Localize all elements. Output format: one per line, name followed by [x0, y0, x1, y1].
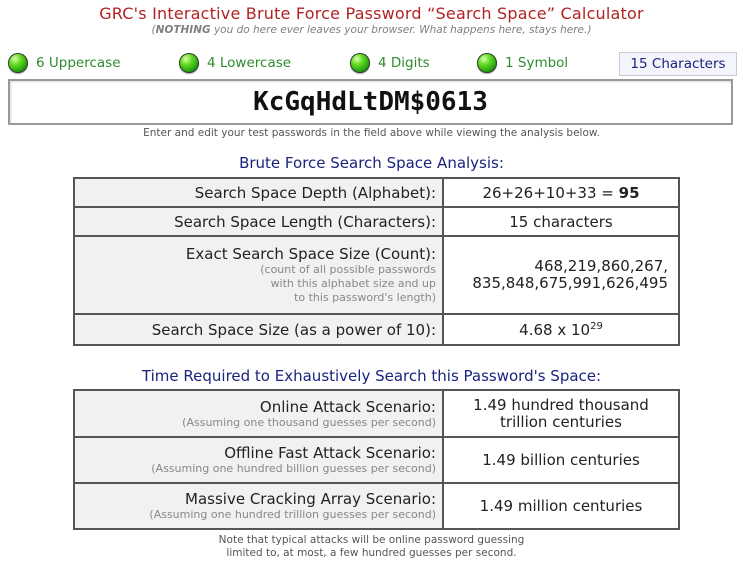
- time-table: [73, 389, 680, 530]
- subtitle-close: ): [587, 24, 592, 36]
- power-exponent: 29: [590, 320, 603, 332]
- footnote-line-2: limited to, at most, a few hundred guesses per second.: [226, 547, 517, 559]
- indicator-label: 6 Uppercase: [36, 55, 121, 71]
- footnote-line-1: Note that typical attacks will be online password guessing: [218, 534, 525, 546]
- row-exact-count: [74, 236, 679, 314]
- online-value-line-2: trillion centuries: [500, 412, 622, 431]
- massive-label: Massive Cracking Array Scenario:: [185, 490, 436, 508]
- character-count: 15 Characters: [619, 52, 737, 76]
- offline-value: 1.49 billion centuries: [443, 437, 679, 483]
- indicator-symbols: [477, 51, 568, 75]
- analysis-heading: Brute Force Search Space Analysis:: [239, 154, 504, 172]
- password-hint: Enter and edit your test passwords in the field above while viewing the analysis below.: [143, 127, 600, 139]
- offline-cell: [74, 437, 443, 483]
- exact-value: [443, 236, 679, 314]
- massive-note: (Assuming one hundred trillion guesses per second): [149, 508, 436, 521]
- power-value: [443, 314, 679, 345]
- exact-note-1: (count of all possible passwords: [260, 263, 436, 276]
- green-status-light-icon: [477, 53, 497, 73]
- massive-cell: [74, 483, 443, 529]
- length-label: Search Space Length (Characters):: [74, 207, 443, 236]
- row-depth: [74, 178, 679, 207]
- power-label: Search Space Size (as a power of 10):: [74, 314, 443, 345]
- online-label: Online Attack Scenario:: [259, 397, 436, 416]
- privacy-notice: [0, 24, 743, 36]
- subtitle-text: you do here ever leaves your browser. What happens here, stays here.: [210, 24, 588, 36]
- password-field-frame: [8, 79, 733, 125]
- exact-cell: [74, 236, 443, 314]
- indicator-lowercase: [179, 51, 291, 75]
- online-value: [443, 390, 679, 437]
- indicator-label: 1 Symbol: [505, 55, 569, 71]
- indicator-label: 4 Lowercase: [207, 55, 292, 71]
- subtitle-open: (: [151, 24, 156, 36]
- exact-value-line-2: 835,848,675,991,626,495: [472, 274, 668, 292]
- password-input[interactable]: [10, 86, 731, 118]
- power-mantissa: 4.68 x 10: [519, 320, 591, 339]
- online-note: (Assuming one thousand guesses per second): [182, 415, 436, 429]
- analysis-table: [73, 177, 680, 346]
- indicator-label: 4 Digits: [378, 55, 430, 71]
- online-cell: [74, 390, 443, 437]
- depth-formula: 26+26+10+33 =: [482, 183, 619, 202]
- exact-label: Exact Search Space Size (Count):: [185, 245, 436, 263]
- row-length: [74, 207, 679, 236]
- depth-value: [443, 178, 679, 207]
- offline-label: Offline Fast Attack Scenario:: [224, 444, 436, 462]
- green-status-light-icon: [179, 53, 199, 73]
- exact-note-3: to this password's length): [294, 291, 436, 304]
- online-value-line-1: 1.49 hundred thousand: [473, 395, 649, 414]
- row-online: [74, 390, 679, 437]
- exact-note-2: with this alphabet size and up: [270, 277, 436, 290]
- page-title: GRC's Interactive Brute Force Password “Search Space” Calculator: [99, 4, 644, 23]
- massive-value: 1.49 million centuries: [443, 483, 679, 529]
- green-status-light-icon: [350, 53, 370, 73]
- depth-total: 95: [618, 183, 640, 202]
- row-power: [74, 314, 679, 345]
- indicator-uppercase: [8, 51, 121, 75]
- offline-note: (Assuming one hundred billion guesses per second): [151, 462, 436, 475]
- length-value: 15 characters: [443, 207, 679, 236]
- footnote: [0, 534, 743, 560]
- time-heading: Time Required to Exhaustively Search this Password's Space:: [141, 367, 602, 385]
- row-massive: [74, 483, 679, 529]
- row-offline: [74, 437, 679, 483]
- green-status-light-icon: [8, 53, 28, 73]
- subtitle-emphasis: NOTHING: [155, 24, 211, 36]
- indicator-digits: [350, 51, 430, 75]
- exact-value-line-1: 468,219,860,267,: [534, 257, 668, 275]
- depth-label: Search Space Depth (Alphabet):: [74, 178, 443, 207]
